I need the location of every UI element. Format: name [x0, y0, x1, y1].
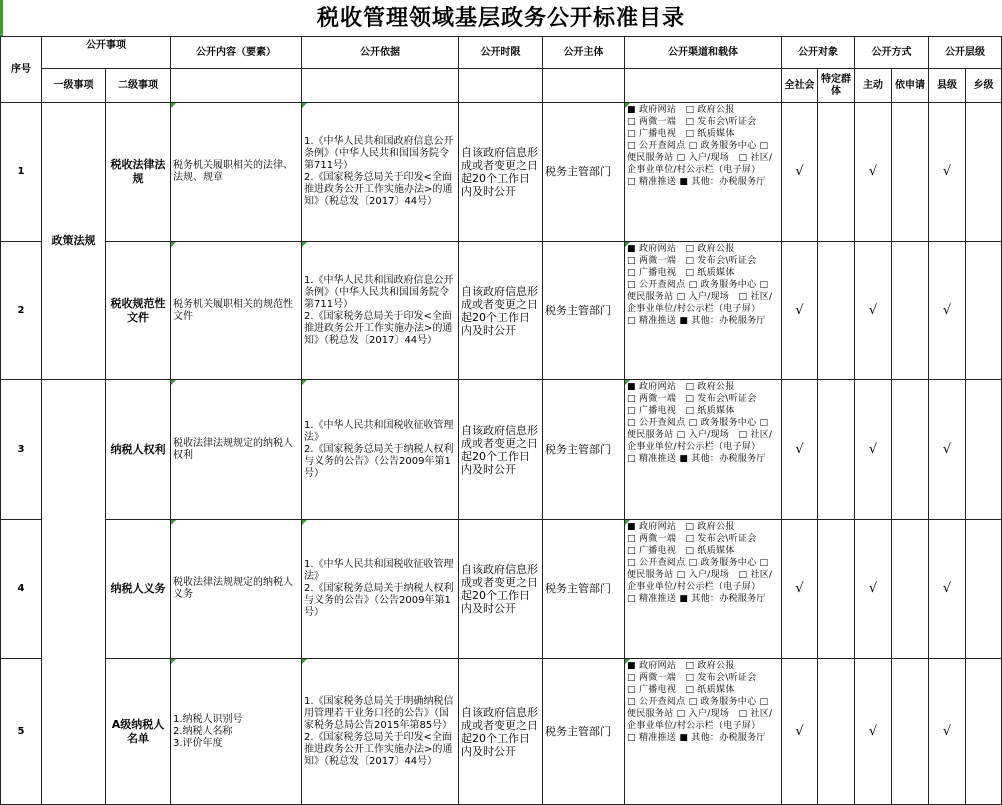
- channels-cell[interactable]: ■ 政府网站 □ 政府公报 □ 两微一端 □ 发布会\听证会 □ 广播电视 □ 纸质媒体 □ 公开查阅点 □ 政务服务中心 □ 便民服务站 □ 入户/现场 □ 社区/企事业单位/村公示栏（电子屏） □ 精准推送 ■ 其他：办税服务厅: [625, 659, 782, 805]
- header-method-request: 依申请: [892, 69, 929, 103]
- row-seq-cell[interactable]: 4: [1, 520, 42, 659]
- channels-cell[interactable]: ■ 政府网站 □ 政府公报 □ 两微一端 □ 发布会\听证会 □ 广播电视 □ 纸质媒体 □ 公开查阅点 □ 政务服务中心 □ 便民服务站 □ 入户/现场 □ 社区/企事业单位/村公示栏（电子屏） □ 精准推送 ■ 其他：办税服务厅: [625, 380, 782, 520]
- audience-all-check[interactable]: √: [782, 659, 818, 805]
- header-method-active: 主动: [855, 69, 892, 103]
- audience-specific-check[interactable]: [818, 380, 855, 520]
- channels-cell[interactable]: ■ 政府网站 □ 政府公报 □ 两微一端 □ 发布会\听证会 □ 广播电视 □ 纸质媒体 □ 公开查阅点 □ 政务服务中心 □ 便民服务站 □ 入户/现场 □ 社区/企事业单位/村公示栏（电子屏） □ 精准推送 ■ 其他：办税服务厅: [625, 242, 782, 380]
- level-county-check[interactable]: √: [929, 380, 966, 520]
- content-cell[interactable]: 税收法律法规规定的纳税人权利: [171, 380, 302, 520]
- header-channels: 公开渠道和载体: [625, 37, 782, 69]
- level-county-check[interactable]: √: [929, 103, 966, 242]
- level-township-check[interactable]: [966, 659, 1002, 805]
- level2-cell[interactable]: 税收法律法规: [106, 103, 171, 242]
- basis-cell[interactable]: 1.《国家税务总局关于明确纳税信用管理若干业务口径的公告》（国家税务总局公告2015年第85号） 2.《国家税务总局关于印发<全面推进政务公开工作实施办法>的通知》（税总发〔2017〕44号）: [302, 659, 459, 805]
- audience-specific-check[interactable]: [818, 659, 855, 805]
- subject-cell[interactable]: 税务主管部门: [543, 242, 625, 380]
- header-blank: [543, 69, 625, 103]
- header-row-2: [1, 69, 1002, 103]
- content-cell[interactable]: 1.纳税人识别号 2.纳税人名称 3.评价年度: [171, 659, 302, 805]
- row-seq-cell[interactable]: 5: [1, 659, 42, 805]
- row-seq-cell[interactable]: 3: [1, 380, 42, 520]
- channels-cell[interactable]: ■ 政府网站 □ 政府公报 □ 两微一端 □ 发布会\听证会 □ 广播电视 □ 纸质媒体 □ 公开查阅点 □ 政务服务中心 □ 便民服务站 □ 入户/现场 □ 社区/企事业单位/村公示栏（电子屏） □ 精准推送 ■ 其他：办税服务厅: [625, 520, 782, 659]
- basis-cell[interactable]: 1.《中华人民共和国政府信息公开条例》（中华人民共和国国务院令第711号） 2.《国家税务总局关于印发<全面推进政务公开工作实施办法>的通知》（税总发〔2017〕44号）: [302, 103, 459, 242]
- audience-specific-check[interactable]: [818, 520, 855, 659]
- catalog-table: [0, 36, 1002, 805]
- audience-specific-check[interactable]: [818, 242, 855, 380]
- header-matters: 公开事项: [42, 37, 171, 69]
- time-limit-cell[interactable]: 自该政府信息形成或者变更之日起20个工作日内及时公开: [459, 380, 543, 520]
- header-audience: 公开对象: [782, 37, 855, 69]
- level2-cell[interactable]: 纳税人权利: [106, 380, 171, 520]
- table-row: [1, 520, 1002, 659]
- table-row: [1, 380, 1002, 520]
- header-audience-all: 全社会: [782, 69, 818, 103]
- header-seq: 序号: [1, 37, 42, 103]
- level-township-check[interactable]: [966, 103, 1002, 242]
- header-level2: 二级事项: [106, 69, 171, 103]
- level-county-check[interactable]: √: [929, 659, 966, 805]
- content-cell[interactable]: 税务机关履职相关的规范性文件: [171, 242, 302, 380]
- row-seq-cell[interactable]: 2: [1, 242, 42, 380]
- audience-all-check[interactable]: √: [782, 242, 818, 380]
- basis-cell[interactable]: 1.《中华人民共和国税收征收管理法》 2.《国家税务总局关于纳税人权利与义务的公告》（公告2009年第1号）: [302, 520, 459, 659]
- method-active-check[interactable]: √: [855, 103, 892, 242]
- content-cell[interactable]: 税务机关履职相关的法律、法规、规章: [171, 103, 302, 242]
- header-level-county: 县级: [929, 69, 966, 103]
- level2-cell[interactable]: 纳税人义务: [106, 520, 171, 659]
- level-township-check[interactable]: [966, 380, 1002, 520]
- subject-cell[interactable]: 税务主管部门: [543, 659, 625, 805]
- time-limit-cell[interactable]: 自该政府信息形成或者变更之日起20个工作日内及时公开: [459, 242, 543, 380]
- header-method: 公开方式: [855, 37, 929, 69]
- table-row: [1, 659, 1002, 805]
- method-active-check[interactable]: √: [855, 242, 892, 380]
- header-level: 公开层级: [929, 37, 1002, 69]
- level2-cell[interactable]: 税收规范性文件: [106, 242, 171, 380]
- table-row: [1, 242, 1002, 380]
- method-request-check[interactable]: [892, 103, 929, 242]
- audience-all-check[interactable]: √: [782, 103, 818, 242]
- basis-cell[interactable]: 1.《中华人民共和国政府信息公开条例》（中华人民共和国国务院令第711号） 2.《国家税务总局关于印发<全面推进政务公开工作实施办法>的通知》（税总发〔2017〕44号）: [302, 242, 459, 380]
- channels-cell[interactable]: ■ 政府网站 □ 政府公报 □ 两微一端 □ 发布会\听证会 □ 广播电视 □ 纸质媒体 □ 公开查阅点 □ 政务服务中心 □ 便民服务站 □ 入户/现场 □ 社区/企事业单位/村公示栏（电子屏） □ 精准推送 ■ 其他：办税服务厅: [625, 103, 782, 242]
- subject-cell[interactable]: 税务主管部门: [543, 520, 625, 659]
- header-basis: 公开依据: [302, 37, 459, 69]
- time-limit-cell[interactable]: 自该政府信息形成或者变更之日起20个工作日内及时公开: [459, 520, 543, 659]
- header-blank: [625, 69, 782, 103]
- audience-all-check[interactable]: √: [782, 380, 818, 520]
- method-request-check[interactable]: [892, 659, 929, 805]
- audience-all-check[interactable]: √: [782, 520, 818, 659]
- level-township-check[interactable]: [966, 242, 1002, 380]
- header-blank: [171, 69, 302, 103]
- level-township-check[interactable]: [966, 520, 1002, 659]
- page-title: 税收管理领域基层政务公开标准目录: [316, 5, 685, 31]
- method-request-check[interactable]: [892, 242, 929, 380]
- level-county-check[interactable]: √: [929, 242, 966, 380]
- header-blank: [459, 69, 543, 103]
- method-request-check[interactable]: [892, 380, 929, 520]
- audience-specific-check[interactable]: [818, 103, 855, 242]
- method-active-check[interactable]: √: [855, 659, 892, 805]
- level1-cell-empty[interactable]: [42, 380, 106, 805]
- content-cell[interactable]: 税收法律法规规定的纳税人义务: [171, 520, 302, 659]
- header-subject: 公开主体: [543, 37, 625, 69]
- level2-cell[interactable]: A级纳税人名单: [106, 659, 171, 805]
- header-time-limit: 公开时限: [459, 37, 543, 69]
- header-content: 公开内容（要素）: [171, 37, 302, 69]
- method-request-check[interactable]: [892, 520, 929, 659]
- header-audience-specific: 特定群体: [818, 69, 855, 103]
- time-limit-cell[interactable]: 自该政府信息形成或者变更之日起20个工作日内及时公开: [459, 103, 543, 242]
- level-county-check[interactable]: √: [929, 520, 966, 659]
- method-active-check[interactable]: √: [855, 520, 892, 659]
- header-row-1: [1, 37, 1002, 69]
- subject-cell[interactable]: 税务主管部门: [543, 380, 625, 520]
- basis-cell[interactable]: 1.《中华人民共和国税收征收管理法》 2.《国家税务总局关于纳税人权利与义务的公告》（公告2009年第1号）: [302, 380, 459, 520]
- row-seq-cell[interactable]: 1: [1, 103, 42, 242]
- header-level-township: 乡级: [966, 69, 1002, 103]
- time-limit-cell[interactable]: 自该政府信息形成或者变更之日起20个工作日内及时公开: [459, 659, 543, 805]
- method-active-check[interactable]: √: [855, 380, 892, 520]
- level1-cell[interactable]: 政策法规: [42, 103, 106, 380]
- header-level1: 一级事项: [42, 69, 106, 103]
- table-row: [1, 103, 1002, 242]
- subject-cell[interactable]: 税务主管部门: [543, 103, 625, 242]
- header-blank: [302, 69, 459, 103]
